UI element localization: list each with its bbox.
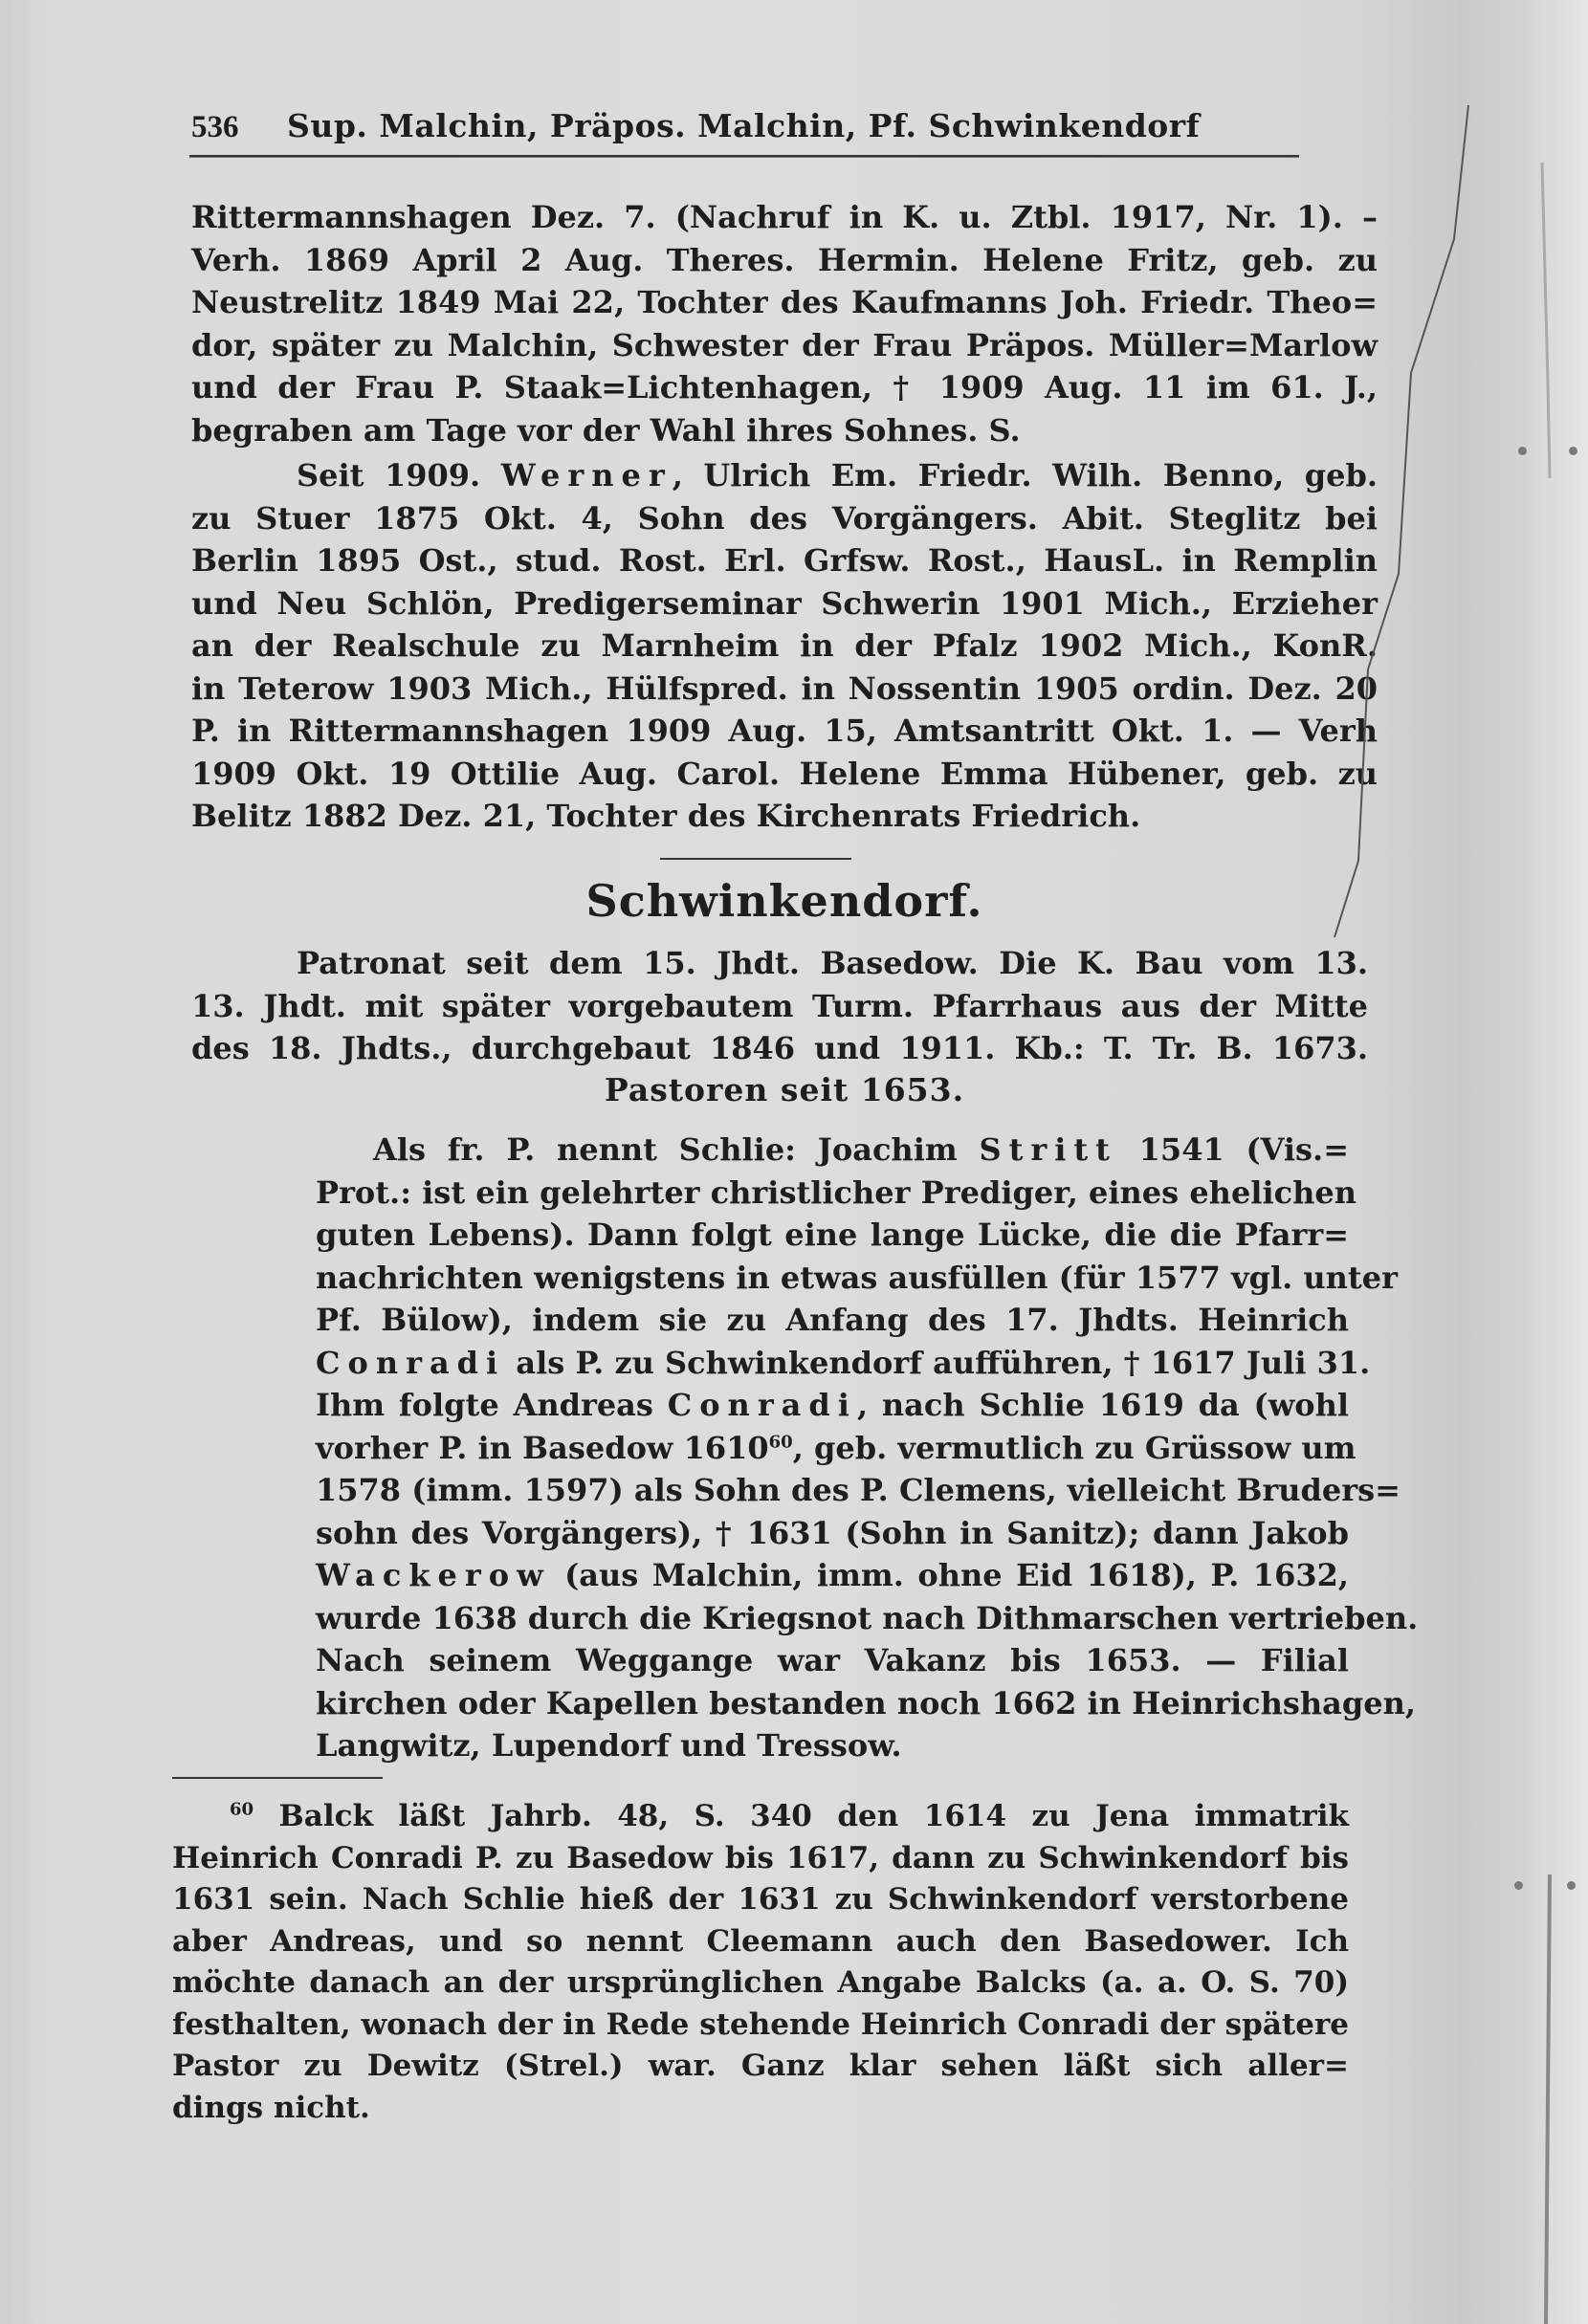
binding-dot (1514, 1881, 1523, 1890)
text-line: P. in Rittermannshagen 1909 Aug. 15, Amtsantritt Okt. 1. — Verh (191, 713, 1378, 749)
binding-dot (1567, 1881, 1576, 1890)
text-line: Berlin 1895 Ost., stud. Rost. Erl. Grfsw. Rost., HausL. in Remplin (191, 542, 1378, 579)
text-run: vorher P. in Basedow 1610 (316, 1429, 769, 1466)
text-run: Ihm folgte Andreas (316, 1387, 668, 1423)
footnote-ref[interactable]: 60 (768, 1431, 793, 1452)
text-line: sohn des Vorgängers), † 1631 (Sohn in Sanitz); dann Jakob (316, 1514, 1349, 1551)
text-run: als P. zu Schwinkendorf aufführen, † 1617 Juli 31. (505, 1344, 1371, 1381)
text-line: kirchen oder Kapellen bestanden noch 1662 in Heinrichshagen, (316, 1684, 1417, 1721)
text-line: Heinrich Conradi P. zu Basedow bis 1617, dann zu Schwinkendorf bis (172, 1840, 1349, 1875)
text-line: 1578 (imm. 1597) als Sohn des P. Clemens, vielleicht Bruders= (316, 1472, 1401, 1508)
text-line: des 18. Jhdts., durchgebaut 1846 und 1911. Kb.: T. Tr. B. 1673. (191, 1030, 1368, 1066)
subsection-title: Pastoren seit 1653. (604, 1071, 965, 1108)
spaced-name: Stritt (979, 1131, 1117, 1168)
text-line: nachrichten wenigstens in etwas ausfüllen (für 1577 vgl. unter (316, 1259, 1398, 1296)
text-run: Seit 1909. (297, 457, 501, 493)
spaced-name: Conradi (316, 1344, 506, 1381)
text-line: und Neu Schlön, Predigerseminar Schwerin 1901 Mich., Erzieher (191, 584, 1378, 622)
running-title: Sup. Malchin, Präpos. Malchin, Pf. Schwinkendorf (287, 107, 1201, 144)
text-line: an der Realschule zu Marnheim in der Pfalz 1902 Mich., KonR. (191, 627, 1378, 664)
binding-dot (1518, 447, 1527, 455)
text-run: (aus Malchin, imm. ohne Eid 1618), P. 1632, (550, 1557, 1349, 1593)
page-number: 536 (191, 110, 239, 144)
text-run: Als fr. P. nennt Schlie: Joachim (373, 1131, 980, 1168)
text-line: guten Lebens). Dann folgt eine lange Lücke, die die Pfarr= (316, 1217, 1349, 1253)
text-run: , nach Schlie 1619 da (wohl (856, 1387, 1350, 1423)
text-line: Rittermannshagen Dez. 7. (Nachruf in K. u. Ztbl. 1917, Nr. 1). – (191, 199, 1378, 235)
text-line: wurde 1638 durch die Kriegsnot nach Dithmarschen vertrieben. (316, 1599, 1419, 1636)
text-run: , Ulrich Em. Friedr. Wilh. Benno, geb. (672, 457, 1378, 493)
text-line: in Teterow 1903 Mich., Hülfspred. in Nossentin 1905 ordin. Dez. 20 (191, 669, 1378, 707)
text-line: Pastor zu Dewitz (Strel.) war. Ganz klar sehen läßt sich aller= (172, 2049, 1349, 2083)
text-line: und der Frau P. Staak=Lichtenhagen, † 1909 Aug. 11 im 61. J., (191, 369, 1378, 406)
binding-dot (1569, 447, 1577, 455)
text-line: möchte danach an der ursprünglichen Angabe Balcks (a. a. O. S. 70) (172, 1965, 1349, 2000)
text-line: Verh. 1869 April 2 Aug. Theres. Hermin. Helene Fritz, geb. zu (191, 241, 1378, 278)
text-line: Nach seinem Weggange war Vakanz bis 1653. — Filial (316, 1642, 1349, 1678)
section-title: Schwinkendorf. (585, 875, 983, 927)
text-line: aber Andreas, und so nennt Cleemann auch den Basedower. Ich (172, 1923, 1349, 1959)
text-line: Langwitz, Lupendorf und Tressow. (316, 1727, 902, 1764)
text-line: festhalten, wonach der in Rede stehende Heinrich Conradi der spätere (172, 2006, 1349, 2042)
text-line: 1631 sein. Nach Schlie hieß der 1631 zu Schwinkendorf verstorbene (172, 1882, 1349, 1917)
footnote-marker: 60 (230, 1799, 254, 1820)
spaced-name: Werner (500, 457, 673, 493)
text-line: dings nicht. (172, 2090, 370, 2125)
text-line: Patronat seit dem 15. Jhdt. Basedow. Die K. Bau vom 13. (297, 945, 1368, 981)
text-line: zu Stuer 1875 Okt. 4, Sohn des Vorgängers. Abit. Steglitz bei (191, 499, 1378, 537)
spaced-name: Wackerow (316, 1557, 551, 1593)
text-run: Balck läßt Jahrb. 48, S. 340 den 1614 zu Jena immatrik (254, 1799, 1349, 1833)
text-line: Neustrelitz 1849 Mai 22, Tochter des Kaufmanns Joh. Friedr. Theo= (191, 284, 1378, 320)
text-run: 1541 (Vis.= (1116, 1131, 1349, 1168)
spaced-name: Conradi (667, 1387, 857, 1423)
text-line: Prot.: ist ein gelehrter christlicher Prediger, eines ehelichen (316, 1173, 1356, 1211)
text-line: dor, später zu Malchin, Schwester der Frau Präpos. Müller=Marlow (191, 326, 1378, 363)
text-line: Belitz 1882 Dez. 21, Tochter des Kirchenrats Friedrich. (191, 798, 1141, 834)
text-line: Pf. Bülow), indem sie zu Anfang des 17. Jhdts. Heinrich (316, 1302, 1349, 1338)
text-line: 1909 Okt. 19 Ottilie Aug. Carol. Helene Emma Hübener, geb. zu (191, 755, 1378, 792)
text-line: 13. Jhdt. mit später vorgebautem Turm. Pfarrhaus aus der Mitte (191, 987, 1368, 1024)
text-run: , geb. vermutlich zu Grüssow um (792, 1429, 1356, 1466)
text-line: begraben am Tage vor der Wahl ihres Sohnes. S. (191, 411, 1021, 449)
